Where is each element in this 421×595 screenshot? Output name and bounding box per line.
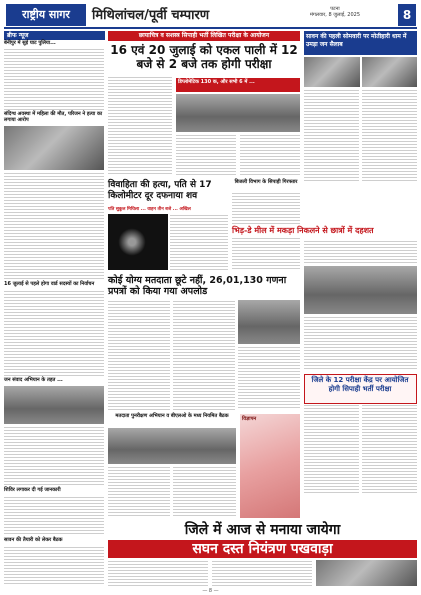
- mid-story-photo: [304, 266, 417, 314]
- top-red-band: छायाचित्र व सशस्त्र सिपाही भर्ती लिखित परीक्षा के आयोजन: [108, 31, 300, 41]
- voters-text-3: [238, 346, 300, 410]
- murder-subhead: पति सुकुल मिथिला ... वाहन तीन बजे ... अखिल: [108, 207, 191, 212]
- story4-text: [4, 426, 104, 486]
- ad-label: विज्ञापन: [242, 416, 257, 422]
- mid-story-text-top: [304, 240, 417, 264]
- bottom-small-headline: मतदाता पुनरीक्षण अभियान व बीएलओ के मध्य नियमित बैठक: [115, 413, 229, 419]
- mid-red-headline: भिड़-डे मील में मकड़ा निकलने से छात्रों में दहशत: [232, 225, 417, 237]
- story3-text: [4, 290, 104, 376]
- bottom-small-text-1: [108, 466, 170, 518]
- bottom-headline-1: जिले में आज से मनाया जायेगा: [184, 522, 341, 538]
- exam-text-2: [362, 404, 417, 494]
- story4-headline: जन संवाद अभियान के तहत ...: [4, 377, 63, 383]
- story2-text: [4, 172, 104, 280]
- right-top-band: सावन की पहली सोमवारी पर मोतीहारी धाम में उमड़ा जन सैलाब: [304, 31, 417, 55]
- voters-photo: [238, 300, 300, 344]
- story2-headline: संदिग्ध अवस्था में महिला की मौत, परिजन ने हत्या का लगाया आरोप: [4, 111, 103, 123]
- advertisement: [240, 414, 300, 518]
- story6-text: [4, 546, 104, 586]
- temple-photo-2: [362, 57, 417, 87]
- page-number: 8: [398, 4, 416, 26]
- story5-text: [4, 496, 104, 536]
- page-footer: — 8 —: [202, 588, 219, 594]
- voters-text-2: [173, 300, 235, 410]
- right-story-text-2: [362, 89, 417, 181]
- right-story-text-1: [304, 89, 359, 181]
- bottom-small-photo: [108, 428, 236, 464]
- brief-heading: बेनीपुर में सुई घाट पुलिया...: [4, 40, 56, 46]
- masthead: [0, 4, 421, 26]
- exam-center-headline: जिले के 12 परीक्षा केंद्र पर आयोजित होगी सिपाही भर्ती परीक्षा: [311, 376, 409, 393]
- brief-label: ब्रीफ न्यूज: [4, 31, 105, 40]
- temple-photo-1: [304, 57, 360, 87]
- bottom-headline-2: सघन दस्त नियंत्रण पखवाड़ा: [108, 540, 417, 558]
- exam-text-1: [304, 404, 359, 494]
- masthead-rule: [4, 27, 417, 29]
- story4-photo: [4, 386, 104, 424]
- main-story-text-2: [176, 134, 236, 176]
- story6-headline: सावन की तैयारी को लेकर बैठक: [4, 537, 63, 543]
- story2-photo: [4, 126, 104, 170]
- section-title: मिथिलांचल/पूर्वी चम्पारण: [92, 8, 210, 23]
- main-headline: 16 एवं 20 जुलाई को एकल पाली में 12 बजे से 2 बजे तक होगी परीक्षा: [110, 43, 298, 71]
- mid-story-text: [304, 316, 417, 370]
- murder-photo: [108, 214, 168, 270]
- voters-headline: कोई योग्य मतदाता छूटे नहीं, 26,01,130 गणना प्रपत्रों को किया गया अपलोड: [108, 275, 287, 297]
- main-story-text-3: [240, 134, 300, 176]
- bottom-photo: [316, 560, 417, 586]
- story3-headline: 16 जुलाई से पहले होगा वार्ड सदस्यों का निर्वाचन: [4, 281, 95, 287]
- bottom-text-1: [108, 560, 208, 586]
- brief-text: [4, 48, 104, 110]
- bottom-small-text-2: [173, 466, 236, 518]
- story5-headline: शिविर लगाकर दी गई जानकारी: [4, 487, 61, 493]
- center-small-headline: बिजली विभाग के सिपाही गिरफ्तार: [234, 179, 298, 185]
- main-story-text-1: [108, 76, 172, 176]
- main-sub-box: डिप्लोमेटिक 130 क, और सभी 6 में ...: [176, 78, 300, 92]
- main-story-photo: [176, 94, 300, 132]
- date-meta: पटना मंगलवार, 8 जुलाई, 2025: [309, 6, 361, 18]
- murder-text: [170, 214, 228, 270]
- bottom-text-2: [212, 560, 312, 586]
- voters-text-1: [108, 300, 170, 410]
- masthead-brand: राष्ट्रीय सागर: [6, 4, 86, 26]
- murder-headline: विवाहिता की हत्या, पति से 17 किलोमीटर दूर दफनाया शव: [108, 180, 212, 201]
